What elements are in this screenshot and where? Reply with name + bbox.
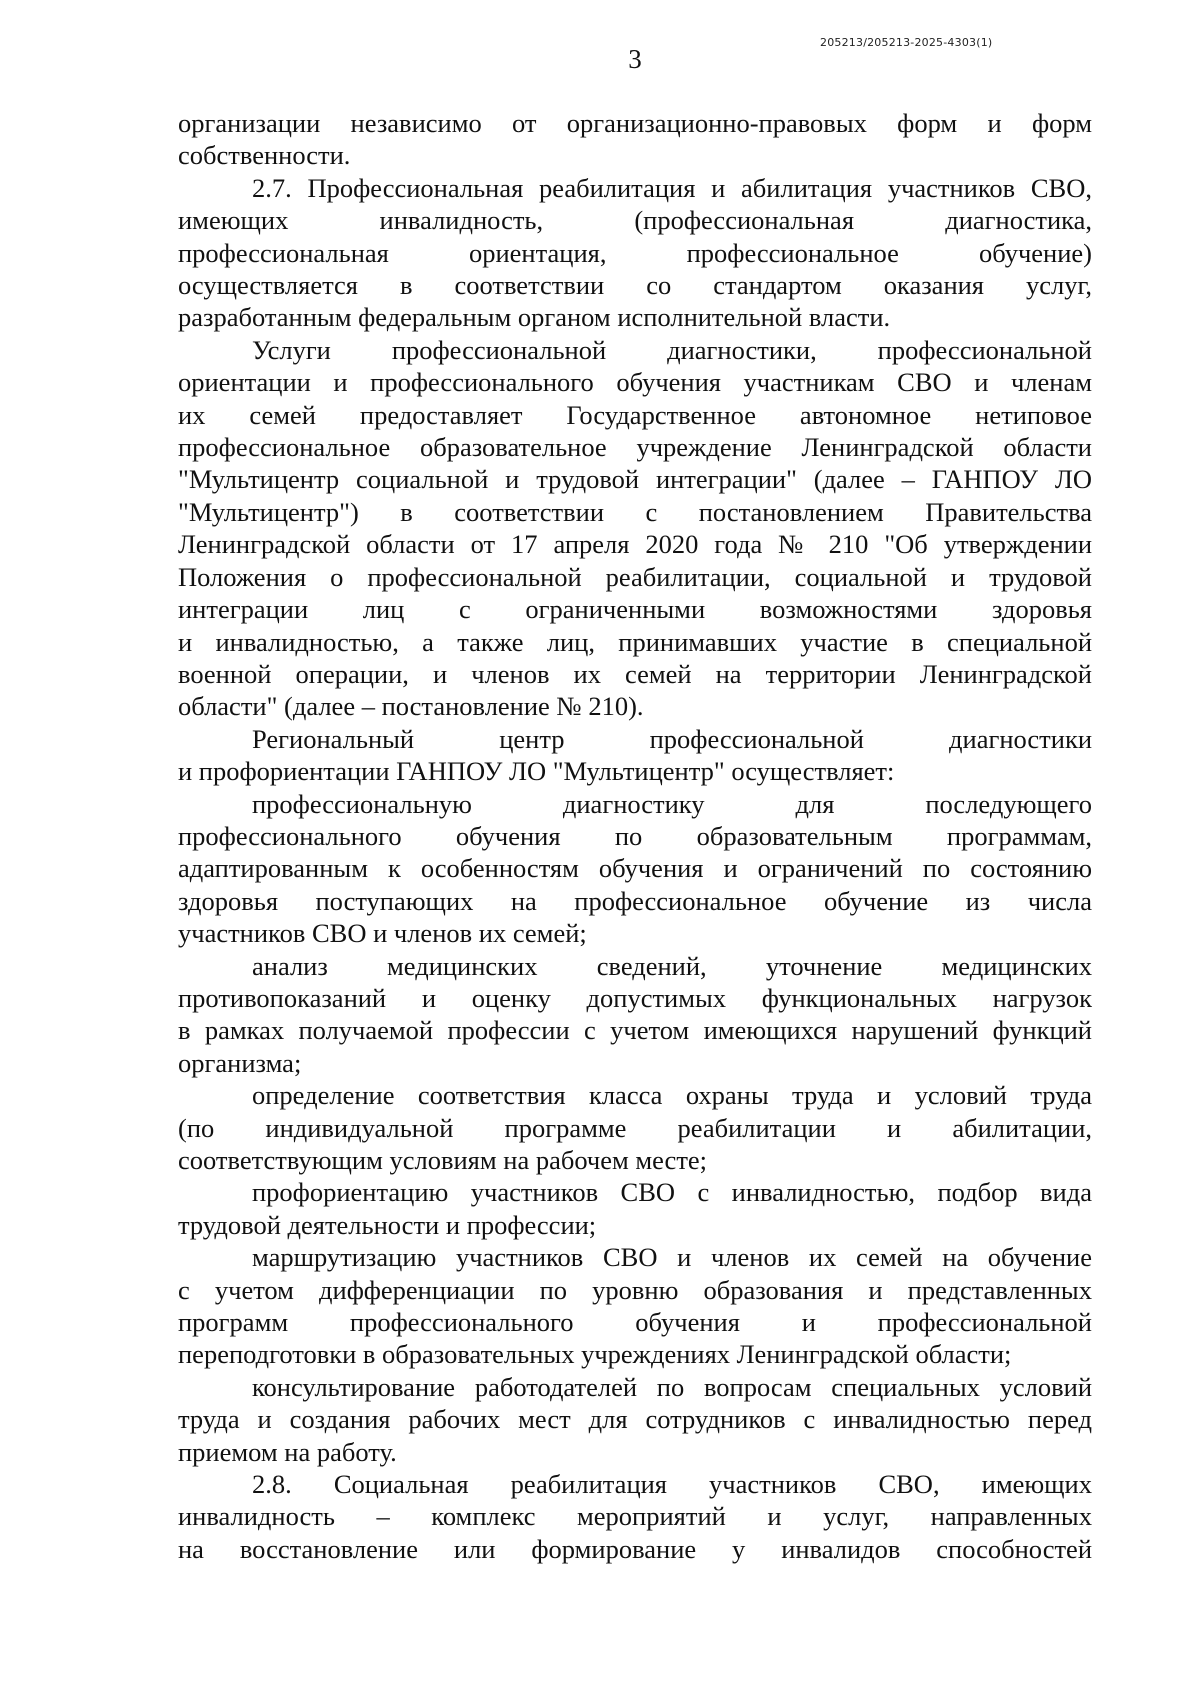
text-line: "Мультицентр социальной и трудовой интеграции" (далее – ГАНПОУ ЛО xyxy=(178,464,1092,495)
text-line: профессиональная ориентация, профессиональное обучение) xyxy=(178,237,1092,268)
text-line: профессионального обучения по образовательным программам, xyxy=(178,820,1092,851)
text-line: соответствующим условиям на рабочем месте; xyxy=(178,1145,708,1175)
text-line: профориентацию участников СВО с инвалидностью, подбор вида xyxy=(252,1177,1092,1208)
text-line: "Мультицентр") в соответствии с постановлением Правительства xyxy=(178,496,1092,527)
text-line: с учетом дифференциации по уровню образования и представленных xyxy=(178,1274,1092,1305)
text-line: организации независимо от организационно-правовых форм и форм xyxy=(178,108,1092,138)
text-line: адаптированным к особенностям обучения и ограничений по состоянию xyxy=(178,853,1092,884)
text-line: участников СВО и членов их семей; xyxy=(178,918,587,949)
text-line: определение соответствия класса охраны труда и условий труда xyxy=(252,1080,1092,1111)
text-line: 2.7. Профессиональная реабилитация и абилитация участников СВО, xyxy=(252,172,1092,203)
text-line: трудовой деятельности и профессии; xyxy=(178,1209,597,1240)
text-line: приемом на работу. xyxy=(178,1436,397,1467)
text-line: и инвалидностью, а также лиц, принимавших участие в специальной xyxy=(178,626,1092,657)
text-line: маршрутизацию участников СВО и членов их семей на обучение xyxy=(252,1242,1092,1273)
text-line: переподготовки в образовательных учреждениях Ленинградской области; xyxy=(178,1339,1012,1370)
text-line: профессиональную диагностику для последующего xyxy=(252,788,1092,819)
document-body xyxy=(178,107,1092,1565)
text-line: имеющих инвалидность, (профессиональная диагностика, xyxy=(178,205,1092,236)
text-line: консультирование работодателей по вопросам специальных условий xyxy=(252,1371,1092,1402)
text-line: профессиональное образовательное учреждение Ленинградской области xyxy=(178,432,1092,463)
text-line: организма; xyxy=(178,1047,302,1078)
text-line: инвалидность – комплекс мероприятий и услуг, направленных xyxy=(178,1501,1092,1532)
text-line: собственности. xyxy=(178,140,351,171)
text-line: здоровья поступающих на профессиональное обучение из числа xyxy=(178,885,1092,916)
text-line: и профориентации ГАНПОУ ЛО "Мультицентр" осуществляет: xyxy=(178,756,895,787)
text-line: анализ медицинских сведений, уточнение медицинских xyxy=(252,950,1092,981)
text-line: их семей предоставляет Государственное автономное нетиповое xyxy=(178,399,1092,430)
document-id: 205213/205213-2025-4303(1) xyxy=(820,36,993,49)
page-number: 3 xyxy=(628,44,642,74)
text-line: Положения о профессиональной реабилитации, социальной и трудовой xyxy=(178,561,1092,592)
text-line: 2.8. Социальная реабилитация участников СВО, имеющих xyxy=(252,1469,1092,1500)
text-line: программ профессионального обучения и профессиональной xyxy=(178,1307,1092,1338)
text-line: труда и создания рабочих мест для сотрудников с инвалидностью перед xyxy=(178,1404,1092,1435)
text-line: Региональный центр профессиональной диагностики xyxy=(252,723,1092,754)
text-line: противопоказаний и оценку допустимых функциональных нагрузок xyxy=(178,982,1092,1013)
text-line: Ленинградской области от 17 апреля 2020 года № 210 "Об утверждении xyxy=(178,529,1092,560)
text-line: интеграции лиц с ограниченными возможностями здоровья xyxy=(178,594,1092,625)
text-line: (по индивидуальной программе реабилитации и абилитации, xyxy=(178,1112,1092,1143)
text-line: военной операции, и членов их семей на территории Ленинградской xyxy=(178,658,1092,689)
text-line: ориентации и профессионального обучения участникам СВО и членам xyxy=(178,367,1092,398)
text-line: на восстановление или формирование у инвалидов способностей xyxy=(178,1533,1092,1564)
text-line: Услуги профессиональной диагностики, профессиональной xyxy=(252,334,1092,365)
text-line: области" (далее – постановление № 210). xyxy=(178,691,644,722)
text-line: разработанным федеральным органом исполнительной власти. xyxy=(178,302,891,333)
text-line: в рамках получаемой профессии с учетом имеющихся нарушений функций xyxy=(178,1015,1092,1046)
text-line: осуществляется в соответствии со стандартом оказания услуг, xyxy=(178,270,1092,301)
